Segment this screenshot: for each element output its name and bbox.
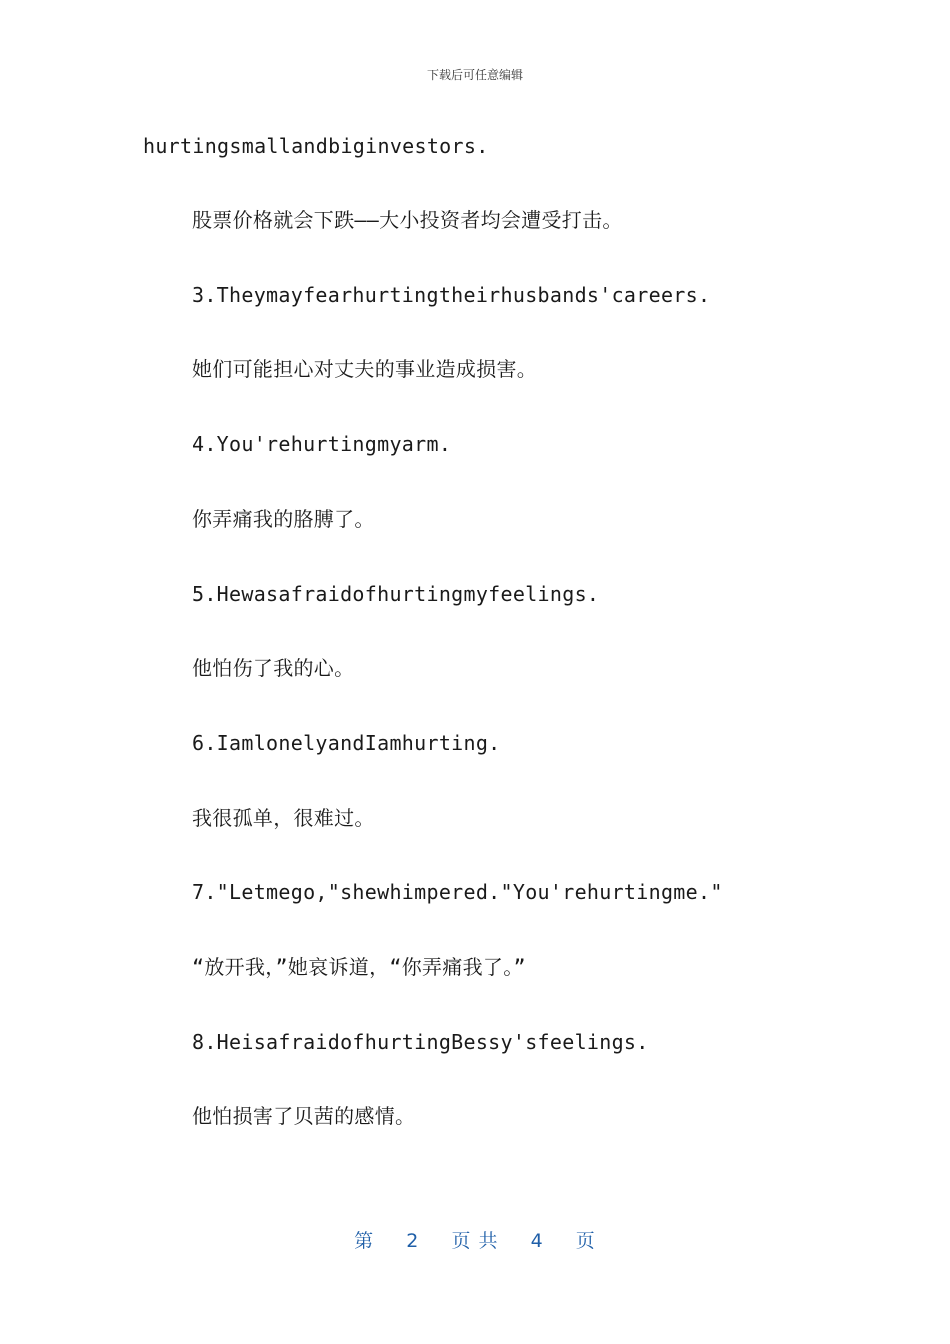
body-line-8: 他怕伤了我的心。 xyxy=(192,656,355,680)
page-header: 下载后可任意编辑 xyxy=(426,68,523,82)
body-line-14: 他怕损害了贝茜的感情。 xyxy=(192,1104,416,1128)
body-line-6: 你弄痛我的胳膊了。 xyxy=(192,507,375,531)
footer-suffix: 页 xyxy=(575,1230,596,1252)
body-line-12: “放开我，”她哀诉道，“你弄痛我了。” xyxy=(192,955,526,979)
body-line-4: 她们可能担心对丈夫的事业造成损害。 xyxy=(192,357,538,381)
footer-mid: 页 共 xyxy=(451,1230,499,1252)
body-line-13: 8.HeisafraidofhurtingBessy'sfeelings. xyxy=(192,1030,649,1054)
body-line-11: 7."Letmego,"shewhimpered."You'rehurtingme." xyxy=(192,880,723,904)
body-line-5: 4.You'rehurtingmyarm. xyxy=(192,432,452,456)
page-footer xyxy=(0,1226,950,1253)
footer-total-pages: 4 xyxy=(530,1230,544,1252)
body-line-9: 6.IamlonelyandIamhurting. xyxy=(192,731,501,755)
body-line-2: 股票价格就会下跌——大小投资者均会遭受打击。 xyxy=(192,208,623,232)
footer-current-page: 2 xyxy=(406,1230,420,1252)
footer-prefix: 第 xyxy=(354,1230,375,1252)
body-line-10: 我很孤单，很难过。 xyxy=(192,806,375,830)
body-line-1: hurtingsmallandbiginvestors. xyxy=(143,134,489,158)
body-line-3: 3.Theymayfearhurtingtheirhusbands'careers. xyxy=(192,283,711,307)
body-line-7: 5.Hewasafraidofhurtingmyfeelings. xyxy=(192,582,600,606)
